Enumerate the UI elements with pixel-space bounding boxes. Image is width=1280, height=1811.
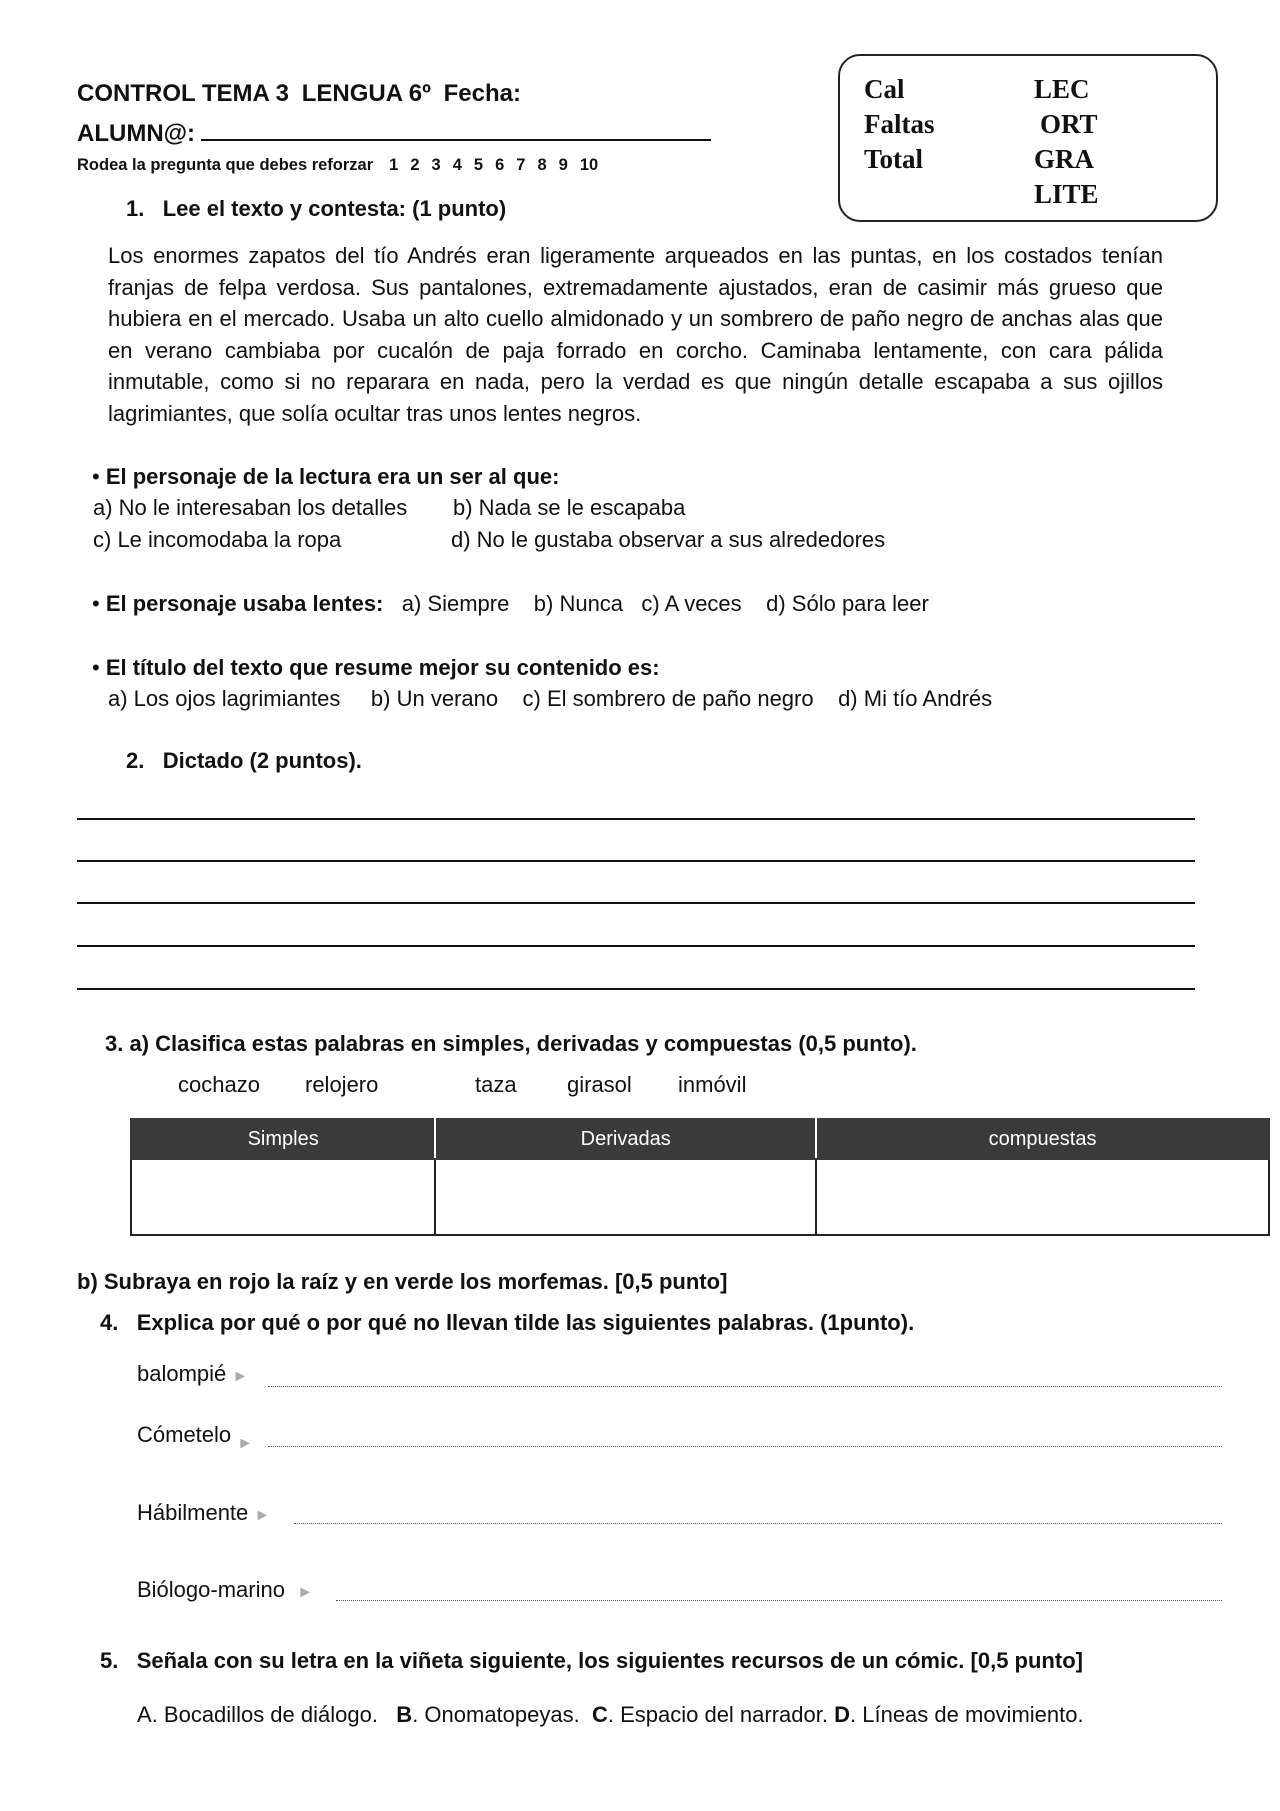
table-row <box>131 1159 1269 1235</box>
tilde-word: Biólogo-marino <box>137 1577 285 1602</box>
item-question: El personaje de la lectura era un ser al que: <box>105 464 560 489</box>
q1-item3-question <box>92 655 660 681</box>
question-number: 8 <box>537 156 547 174</box>
student-name-row <box>77 120 711 148</box>
question-number: 2 <box>410 156 420 174</box>
resource-letter: B <box>396 1702 413 1727</box>
table-header-row <box>131 1119 1269 1159</box>
tilde-word-label <box>137 1422 254 1452</box>
resource-letter: C <box>591 1702 608 1727</box>
question-number: 4 <box>452 156 462 174</box>
tilde-word-label <box>137 1500 270 1526</box>
table-header-simples: Simples <box>131 1119 435 1159</box>
answer-cell-derivadas[interactable] <box>435 1159 816 1235</box>
arrow-right-icon: ► <box>232 1368 249 1385</box>
resource-letter: A <box>137 1702 152 1727</box>
word-item: relojero <box>305 1072 379 1097</box>
student-name-line <box>201 121 711 141</box>
question-number: 5 <box>473 156 484 174</box>
q1-item2 <box>92 591 929 617</box>
tilde-word: Hábilmente <box>137 1500 249 1525</box>
option-c: c) El sombrero de paño negro <box>522 686 814 711</box>
tilde-word: Cómetelo <box>137 1422 232 1447</box>
grade-label-gra: GRA <box>1034 144 1094 174</box>
word-item: inmóvil <box>678 1072 747 1097</box>
question-number: 7 <box>516 156 526 174</box>
bullet: • <box>92 655 100 680</box>
dictation-line[interactable] <box>77 945 1195 947</box>
grade-label-faltas: Faltas <box>864 109 935 139</box>
question-number: 2. <box>126 748 145 773</box>
resource-text: . Espacio del narrador. <box>607 1702 828 1727</box>
arrow-right-icon: ► <box>237 1435 254 1452</box>
word-item: girasol <box>567 1072 632 1097</box>
grade-label-ort: ORT <box>1040 109 1098 139</box>
question-3a-title: 3. a) Clasifica estas palabras en simples, derivadas y compuestas (0,5 punto). <box>105 1031 917 1056</box>
question-1-title <box>126 196 506 222</box>
tilde-word: balompié <box>137 1361 227 1386</box>
arrow-right-icon: ► <box>297 1584 314 1601</box>
grade-label-lite: LITE <box>1034 179 1099 209</box>
arrow-right-icon: ► <box>254 1507 271 1524</box>
question-text: Lee el texto y contesta: (1 punto) <box>162 196 507 221</box>
question-number: 4. <box>100 1310 119 1335</box>
grade-label-lec: LEC <box>1034 74 1090 104</box>
table-header-compuestas: compuestas <box>816 1119 1269 1159</box>
option-d: d) Sólo para leer <box>766 591 929 616</box>
exam-subject: LENGUA 6º <box>301 80 431 107</box>
option-b: b) Un verano <box>370 686 499 711</box>
q1-item1-option-c: c) Le incomodaba la ropa <box>93 527 342 552</box>
student-label: ALUMN@: <box>77 120 196 147</box>
item-question: El personaje usaba lentes: <box>105 591 384 616</box>
answer-cell-simples[interactable] <box>131 1159 435 1235</box>
resource-text: . Onomatopeyas. <box>412 1702 580 1727</box>
dictation-line[interactable] <box>77 902 1195 904</box>
grade-label-total: Total <box>864 144 924 174</box>
reinforce-label: Rodea la pregunta que debes reforzar <box>77 156 374 174</box>
question-number: 9 <box>558 156 568 174</box>
question-5-title <box>100 1648 1083 1674</box>
question-number: 3 <box>431 156 441 174</box>
question-number: 10 <box>579 156 599 174</box>
bullet: • <box>92 464 100 489</box>
item-question: El título del texto que resume mejor su contenido es: <box>105 655 660 680</box>
exam-title <box>77 80 527 108</box>
word-list <box>0 1072 1280 1102</box>
option-a: a) Los ojos lagrimiantes <box>108 686 341 711</box>
q1-item3-options <box>108 686 992 712</box>
question-4-title <box>100 1310 914 1336</box>
q1-item1-option-d: d) No le gustaba observar a sus alrededores <box>451 527 886 552</box>
option-a: a) Siempre <box>401 591 510 616</box>
comic-resources-list <box>137 1702 1084 1728</box>
reinforce-row <box>77 156 598 175</box>
question-number: 6 <box>495 156 505 174</box>
option-d: d) Mi tío Andrés <box>838 686 993 711</box>
resource-text: . Líneas de movimiento. <box>850 1702 1084 1727</box>
bullet: • <box>92 591 100 616</box>
date-label: Fecha: <box>443 80 521 107</box>
tilde-word-label <box>137 1361 248 1387</box>
answer-line[interactable] <box>294 1523 1222 1524</box>
word-item: cochazo <box>178 1072 260 1097</box>
dictation-line[interactable] <box>77 818 1195 820</box>
question-text: Explica por qué o por qué no llevan tilde las siguientes palabras. (1punto). <box>136 1310 915 1335</box>
option-c: c) A veces <box>641 591 742 616</box>
question-2-title <box>126 748 362 774</box>
resource-text: . Bocadillos de diálogo. <box>151 1702 378 1727</box>
tilde-word-label <box>137 1577 313 1603</box>
question-3b-title: b) Subraya en rojo la raíz y en verde los morfemas. [0,5 punto] <box>77 1269 728 1294</box>
word-item: taza <box>475 1072 517 1097</box>
grade-label-cal: Cal <box>864 74 905 104</box>
answer-line[interactable] <box>336 1600 1222 1601</box>
option-b: b) Nunca <box>533 591 624 616</box>
q1-item1-option-a: a) No le interesaban los detalles <box>93 495 408 520</box>
table-header-derivadas: Derivadas <box>435 1119 816 1159</box>
q1-item1-question <box>92 464 559 490</box>
answer-cell-compuestas[interactable] <box>816 1159 1269 1235</box>
question-text: Señala con su letra en la viñeta siguiente, los siguientes recursos de un cómic. [0,5 punto] <box>136 1648 1083 1673</box>
dictation-line[interactable] <box>77 988 1195 990</box>
dictation-line[interactable] <box>77 860 1195 862</box>
classification-table <box>130 1118 1270 1236</box>
question-number: 5. <box>100 1648 119 1673</box>
resource-letter: D <box>834 1702 851 1727</box>
question-text: Dictado (2 puntos). <box>162 748 362 773</box>
question-number: 1. <box>126 196 145 221</box>
question-number: 1 <box>389 156 399 174</box>
answer-line[interactable] <box>268 1386 1222 1387</box>
reading-passage: Los enormes zapatos del tío Andrés eran ligeramente arqueados en las puntas, en los costados tenían franjas de felpa verdosa. Sus pantalones, extremadamente ajustados, eran de casimir más grueso que hubiera en el mercado. Usaba un alto cuello almidonado y un sombrero de paño negro de anchas alas que en verano cambiaba por cucalón de paja forrado en corcho. Caminaba lentamente, con cara pálida inmutable, como si no reparara en nada, pero la verdad es que ningún detalle escapaba a sus ojillos lagrimiantes, que solía ocultar tras unos lentes negros. <box>108 243 1163 426</box>
exam-title-text: CONTROL TEMA 3 <box>77 80 290 107</box>
q1-item1-option-b: b) Nada se le escapaba <box>453 495 686 520</box>
answer-line[interactable] <box>268 1446 1222 1447</box>
grade-box <box>838 54 1218 222</box>
